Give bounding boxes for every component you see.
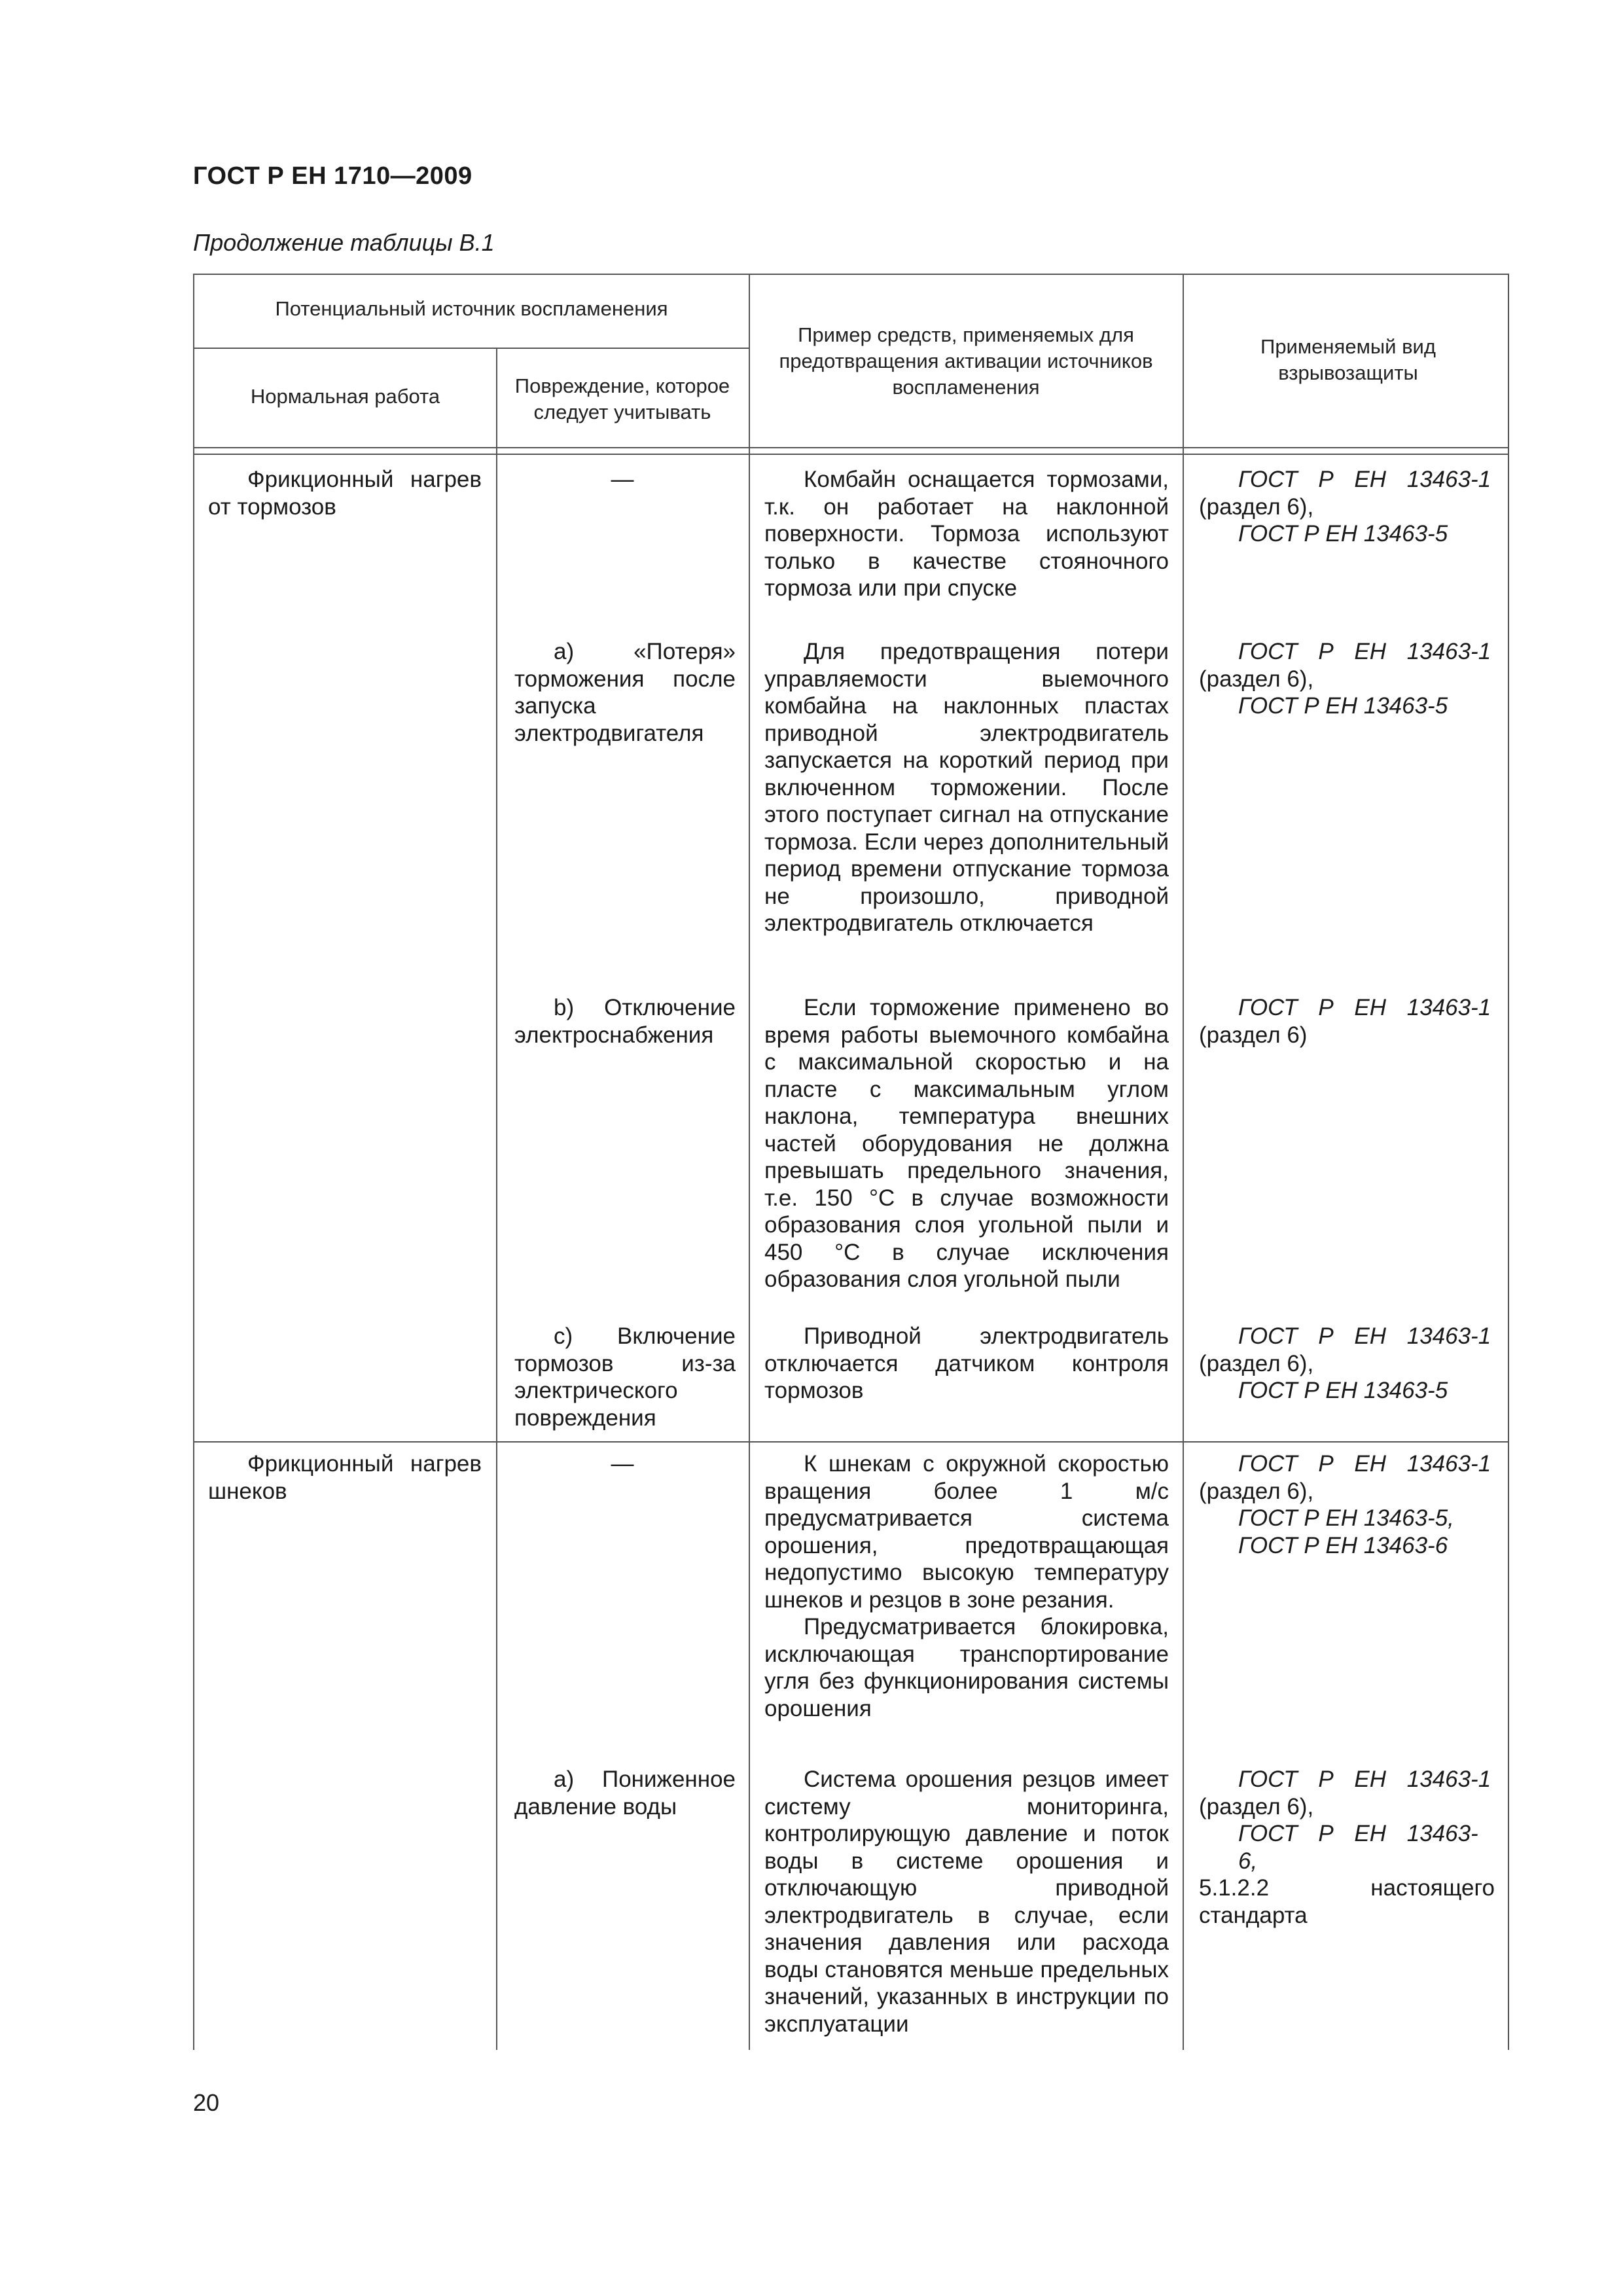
measures-cell-row-2: [764, 638, 1169, 937]
fault-cell-row-2: [514, 638, 736, 747]
fault-cell-row-6: [514, 1766, 736, 1820]
header-fault: Повреждение, которое следует учитывать: [514, 374, 730, 423]
measures-text: Приводной электродвигатель отключается датчиком контроля тормозов: [764, 1323, 1169, 1403]
fault-text: а) Пониженное давление воды: [514, 1767, 736, 1820]
normal-text: Фрикционный нагрев от тормозов: [208, 467, 482, 520]
standard-ref: ГОСТ Р ЕН 13463-1: [1238, 1451, 1491, 1477]
header-preventive-measures: Пример средств, применяемых для предотвращения активации источников воспламенения: [779, 323, 1153, 399]
fault-text: а) «Потеря» торможения после запуска электродвигателя: [514, 639, 736, 746]
protection-cell-row-6: [1199, 1766, 1495, 1929]
measures-text: К шнекам с окружной скоростью вращения более 1 м/с предусматривается система орошения, предотвращающая недопустимо высокую температуру шнеков и резцов в зоне резания.: [764, 1451, 1169, 1613]
fault-text: с) Включение тормозов из-за электрического повреждения: [514, 1323, 736, 1431]
measures-cell-row-1: [764, 466, 1169, 602]
standard-ref: ГОСТ Р ЕН 13463-5: [1238, 521, 1448, 547]
protection-cell-row-3: [1199, 994, 1495, 1049]
measures-cell-row-4: [764, 1323, 1169, 1405]
fault-cell-row-3: [514, 994, 736, 1049]
standard-ref: ГОСТ Р ЕН 13463-6: [1238, 1532, 1448, 1558]
standard-ref: ГОСТ Р ЕН 13463-1: [1238, 995, 1491, 1020]
protection-cell-row-2: [1199, 638, 1495, 720]
standard-ref: ГОСТ Р ЕН 13463-5,: [1238, 1505, 1454, 1531]
document-title: ГОСТ Р ЕН 1710—2009: [193, 162, 473, 190]
measures-text: Комбайн оснащается тормозами, т.к. он работает на наклонной поверхности. Тормоза используют только в качестве стояночного тормоза или при спуске: [764, 467, 1169, 601]
measures-cell-row-3: [764, 994, 1169, 1293]
measures-cell-row-5: [764, 1450, 1169, 1722]
standard-ref: ГОСТ Р ЕН 13463-6,: [1238, 1821, 1478, 1874]
table-continuation-caption: Продолжение таблицы В.1: [193, 229, 495, 256]
normal-cell-augers: [208, 1450, 482, 1505]
standard-ref: ГОСТ Р ЕН 13463-1: [1238, 1767, 1491, 1792]
measures-text: Для предотвращения потери управляемости выемочного комбайна на наклонных пластах приводной электродвигатель запускается на короткий период при включенном торможении. После этого поступает сигнал на отпускание тормоза. Если через дополнительный период времени отпускание тормоза не произошло, приводной электродвигатель отключается: [764, 639, 1169, 936]
standard-ref: ГОСТ Р ЕН 13463-1: [1238, 1323, 1491, 1349]
section-ref: (раздел 6),: [1199, 493, 1314, 520]
page-number: 20: [193, 2089, 220, 2116]
header-protection-type: Применяемый вид взрывозащиты: [1260, 335, 1436, 384]
measures-cell-row-6: [764, 1766, 1169, 2037]
protection-cell-row-1: [1199, 466, 1495, 548]
section-ref: (раздел 6),: [1199, 1350, 1314, 1376]
section-ref: (раздел 6),: [1199, 1793, 1314, 1820]
normal-text: Фрикционный нагрев шнеков: [208, 1451, 482, 1504]
em-dash: —: [611, 467, 634, 492]
section-ref: (раздел 6): [1199, 1022, 1308, 1048]
section-ref: (раздел 6),: [1199, 666, 1314, 692]
fault-cell-row-1: [503, 466, 742, 493]
section-ref: (раздел 6),: [1199, 1478, 1314, 1504]
measures-text: Если торможение применено во время работы выемочного комбайна с максимальной скоростью и на пласте с максимальным углом наклона, температура внешних частей оборудования не должна превышать предельного значения, т.е. 150 °С в случае возможности образования слоя угольной пыли и 450 °С в случае исключения образования слоя угольной пыли: [764, 995, 1169, 1292]
protection-cell-row-4: [1199, 1323, 1495, 1405]
fault-cell-row-5: [503, 1450, 742, 1478]
standard-ref: ГОСТ Р ЕН 13463-5: [1238, 1378, 1448, 1403]
em-dash: —: [611, 1451, 634, 1477]
header-normal-operation: Нормальная работа: [250, 385, 440, 408]
clause-ref: 5.1.2.2 настоящего стандарта: [1199, 1875, 1495, 1928]
measures-text: Система орошения резцов имеет систему мониторинга, контролирующую давление и поток воды в системе орошения и отключающую приводной электродвигатель в случае, если значения давления или расхода воды становятся меньше предельных значений, указанных в инструкции по эксплуатации: [764, 1767, 1169, 2037]
measures-text: Предусматривается блокировка, исключающая транспортирование угля без функционирования системы орошения: [764, 1614, 1169, 1721]
standard-ref: ГОСТ Р ЕН 13463-5: [1238, 693, 1448, 719]
header-potential-source: Потенциальный источник воспламенения: [275, 297, 668, 320]
fault-text: b) Отключение электроснабжения: [514, 995, 736, 1048]
standard-ref: ГОСТ Р ЕН 13463-1: [1238, 467, 1491, 492]
standard-ref: ГОСТ Р ЕН 13463-1: [1238, 639, 1491, 664]
fault-cell-row-4: [514, 1323, 736, 1431]
protection-cell-row-5: [1199, 1450, 1495, 1559]
normal-cell-brakes: [208, 466, 482, 520]
